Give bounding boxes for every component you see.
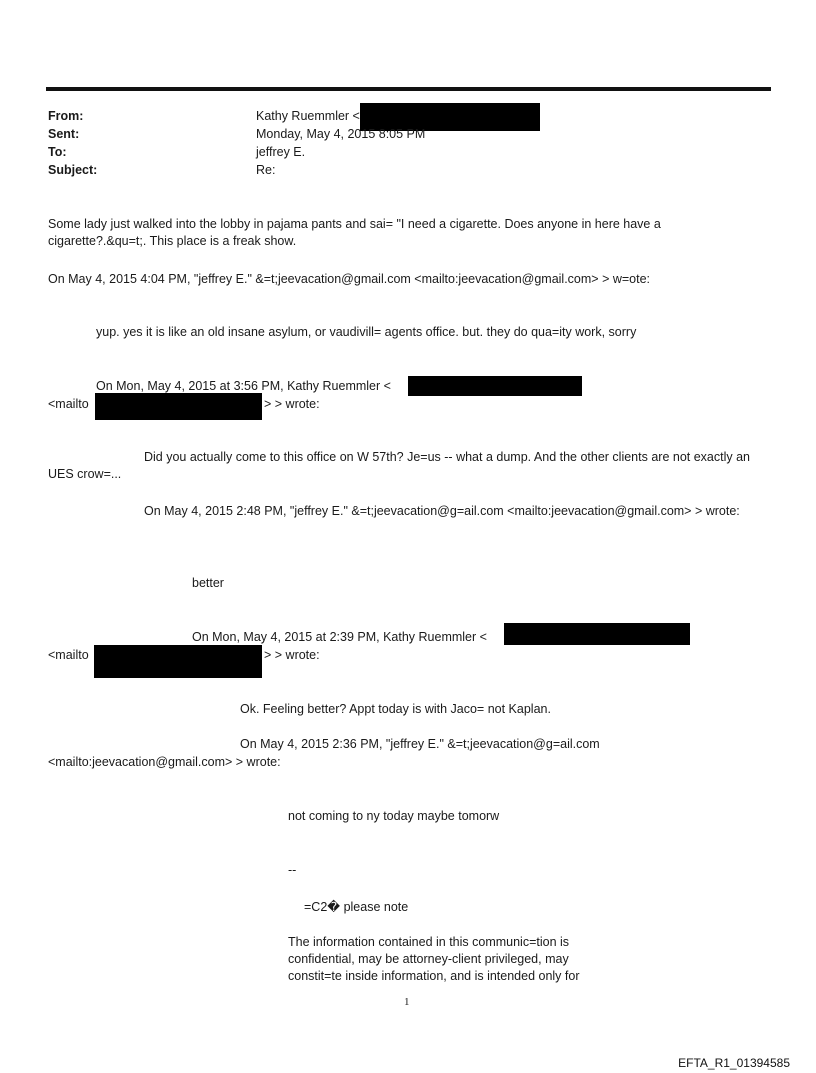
body-paragraph: Some lady just walked into the lobby in pajama pants and sai= "I need a cigarette. Does anyone in here have a cigarette?.&qu=t;. This place is a freak show. (48, 217, 661, 248)
quote-header: On Mon, May 4, 2015 at 2:39 PM, Kathy Ruemmler < (192, 630, 487, 644)
body-paragraph: better (192, 576, 224, 590)
quote-header: On May 4, 2015 2:36 PM, "jeffrey E." &=t;jeevacation@g=ail.com (240, 737, 600, 751)
subject-label: Subject: (48, 163, 98, 177)
sent-label: Sent: (48, 127, 80, 141)
redaction-box (408, 376, 582, 396)
quote-header-mailto: <mailto:jeevacation@gmail.com> > wrote: (48, 755, 281, 769)
quote-header-mailto: <mailto (48, 397, 89, 411)
disclaimer-title: =C2� please note (304, 900, 409, 914)
from-label: From: (48, 109, 84, 123)
body-paragraph: yup. yes it is like an old insane asylum, or vaudivill= agents office. but. they do qua=ity work, sorry (96, 325, 637, 339)
page-number: 1 (404, 996, 410, 1008)
redaction-box (95, 393, 262, 420)
redaction-box (504, 623, 690, 645)
redaction-box (94, 645, 262, 678)
body-paragraph: Ok. Feeling better? Appt today is with Jaco= not Kaplan. (240, 702, 551, 716)
quote-header: On May 4, 2015 4:04 PM, "jeffrey E." &=t;jeevacation@gmail.com <mailto:jeevacation@gmail.com> > w=ote: (48, 272, 651, 286)
header-rule (46, 87, 771, 91)
from-value: Kathy Ruemmler < (256, 109, 360, 123)
disclaimer-text: The information contained in this communic=tion is confidential, may be attorney-client privileged, may constit=te inside information, and is intended only for (288, 935, 580, 983)
body-paragraph: not coming to ny today maybe tomorw (288, 809, 500, 823)
to-value: jeffrey E. (256, 145, 306, 159)
quote-header-mailto: <mailto (48, 648, 89, 662)
document-id: EFTA_R1_01394585 (678, 1056, 790, 1070)
body-paragraph-wrapped: Did you actually come to this office on W 57th? Je=us -- what a dump. And the other clients are not exactly an UES crow=... (48, 450, 750, 481)
subject-value: Re: (256, 163, 276, 177)
sent-value: Monday, May 4, 2015 8:05 PM (256, 127, 426, 141)
to-label: To: (48, 145, 67, 159)
quote-header-tail: > > wrote: (264, 397, 320, 411)
quote-header: On Mon, May 4, 2015 at 3:56 PM, Kathy Ruemmler < (96, 379, 391, 393)
signature-separator: -- (288, 863, 297, 877)
quote-header: On May 4, 2015 2:48 PM, "jeffrey E." &=t;jeevacation@g=ail.com <mailto:jeevacation@gmail.com> > wrote: (144, 504, 740, 518)
quote-header-tail: > > wrote: (264, 648, 320, 662)
